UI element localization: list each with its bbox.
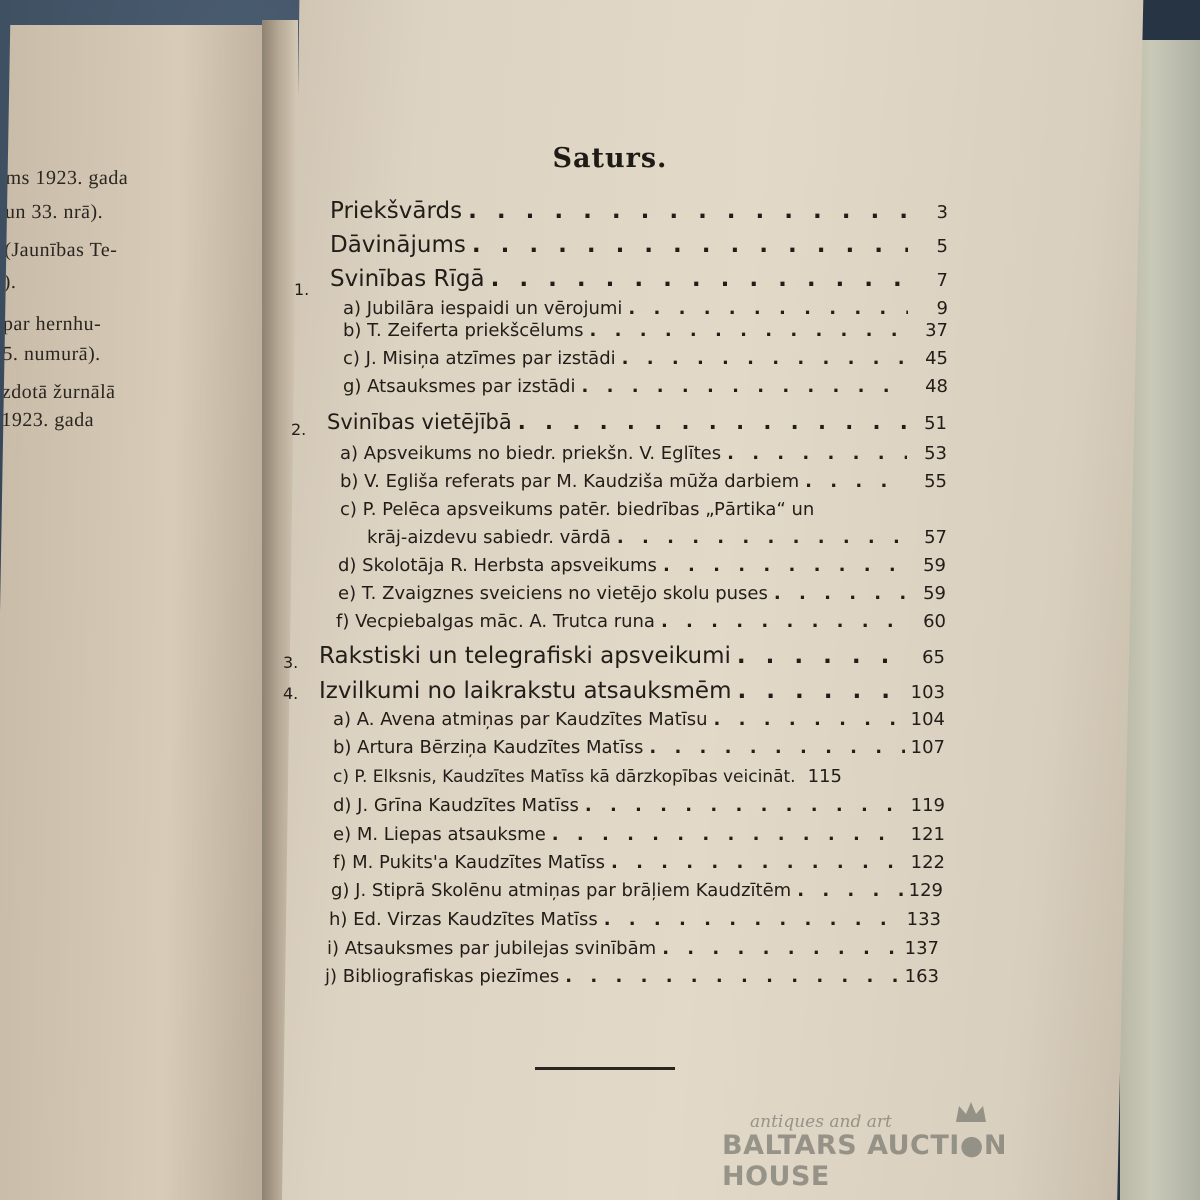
toc-entry	[338, 583, 946, 604]
toc-entry	[283, 678, 945, 704]
toc-leader	[622, 348, 908, 369]
left-page-line: par hernhu-	[2, 313, 102, 335]
toc-entry	[333, 852, 945, 873]
toc-entry	[333, 709, 945, 730]
toc-entry	[338, 555, 946, 576]
left-page-line: ms 1923. gada	[5, 167, 129, 189]
toc-leader	[661, 611, 906, 632]
toc-entry-label: b) Artura Bērziņa Kaudzītes Matīss	[333, 737, 644, 758]
toc-entry-page: 133	[906, 909, 941, 930]
toc-entry-number: 1.	[294, 280, 310, 299]
toc-entry-label: f) M. Pukits'a Kaudzītes Matīss	[333, 852, 605, 873]
toc-entry-label: Dāvinājums	[330, 232, 466, 258]
toc-entry-page: 45	[925, 348, 948, 369]
toc-entry-page: 7	[936, 270, 948, 291]
toc-entry-page: 103	[910, 682, 945, 703]
toc-entry	[343, 298, 948, 319]
toc-entry-page: 129	[908, 880, 943, 901]
toc-leader	[472, 232, 908, 258]
toc-entry	[330, 198, 948, 224]
page-title: Saturs.	[552, 143, 668, 174]
toc-entry-page: 37	[925, 320, 948, 341]
toc-entry	[367, 527, 947, 548]
toc-entry-label: e) M. Liepas atsauksme	[333, 824, 546, 845]
toc-entry-label: d) J. Grīna Kaudzītes Matīss	[333, 795, 579, 816]
toc-entry	[343, 348, 948, 369]
toc-leader	[590, 320, 909, 341]
watermark	[722, 1112, 1122, 1192]
toc-entry-label: b) T. Zeiferta priekšcēlums	[343, 320, 584, 341]
toc-leader	[491, 266, 908, 292]
toc-entry-page: 9	[936, 298, 948, 319]
toc-entry-page: 51	[924, 413, 947, 434]
toc-entry-page: 3	[936, 202, 948, 223]
toc-entry	[331, 880, 943, 901]
watermark-brand: BALTARS AUCTI●N HOUSE	[722, 1130, 1007, 1192]
toc-entry	[333, 795, 945, 816]
toc-leader	[805, 471, 907, 492]
toc-leader	[727, 443, 907, 464]
toc-leader	[617, 527, 907, 548]
toc-entry	[340, 471, 947, 492]
toc-entry-label: Svinības vietējībā	[327, 410, 512, 434]
left-page	[0, 25, 295, 1200]
toc-entry	[291, 410, 947, 439]
toc-entry-label: j) Bibliografiskas piezīmes	[325, 966, 560, 987]
toc-leader	[662, 938, 898, 959]
toc-entry-label: Svinības Rīgā	[330, 266, 485, 292]
toc-entry-label: Izvilkumi no laikrakstu atsauksmēm	[319, 678, 732, 704]
toc-entry	[333, 737, 945, 758]
toc-leader	[663, 555, 906, 576]
toc-entry-page: 119	[910, 795, 945, 816]
toc-leader	[585, 795, 905, 816]
toc-entry-label: h) Ed. Virzas Kaudzītes Matīss	[329, 909, 598, 930]
toc-leader	[649, 737, 904, 758]
toc-entry-page: 57	[924, 527, 947, 548]
toc-leader	[737, 678, 904, 704]
toc-leader	[628, 298, 908, 319]
toc-entry-label: a) A. Avena atmiņas par Kaudzītes Matīsu	[333, 709, 708, 730]
toc-entry-page: 59	[923, 555, 946, 576]
toc-entry-page: 121	[910, 824, 945, 845]
crown-icon	[954, 1100, 988, 1126]
toc-entry-label: krāj-aizdevu sabiedr. vārdā	[367, 527, 611, 548]
toc-entry	[329, 909, 941, 930]
toc-entry-page: 55	[924, 471, 947, 492]
toc-entry-label: c) P. Pelēca apsveikums patēr. biedrības „Pārtika“ un	[340, 499, 815, 520]
left-page-line: 5. numurā).	[2, 343, 101, 365]
toc-entry-page: 104	[910, 709, 945, 730]
toc-entry-label: e) T. Zvaigznes sveiciens no vietējo skolu puses	[338, 583, 768, 604]
toc-entry-page: 163	[904, 966, 939, 987]
toc-leader	[565, 966, 898, 987]
toc-entry-label: c) J. Misiņa atzīmes par izstādi	[343, 348, 616, 369]
toc-leader	[581, 376, 908, 397]
toc-leader	[797, 880, 902, 901]
left-page-line: 1923. gada	[1, 409, 95, 431]
toc-leader	[468, 198, 908, 224]
toc-entry-label: d) Skolotāja R. Herbsta apsveikums	[338, 555, 657, 576]
toc-entry	[340, 443, 947, 464]
toc-leader	[611, 852, 905, 873]
toc-entry-page: 59	[923, 583, 946, 604]
toc-entry-number: 2.	[291, 420, 307, 439]
toc-leader	[518, 410, 907, 434]
toc-entry	[336, 611, 946, 632]
toc-leader	[714, 709, 905, 730]
toc-entry-number: 4.	[283, 684, 299, 703]
toc-entry	[343, 320, 948, 341]
toc-entry-page: 65	[922, 647, 945, 668]
toc-entry-number: 3.	[283, 653, 299, 672]
toc-entry-label: i) Atsauksmes par jubilejas svinībām	[327, 938, 657, 959]
toc-entry-page: 5	[936, 236, 948, 257]
toc-entry-label: Rakstiski un telegrafiski apsveikumi	[319, 643, 731, 669]
toc-leader	[604, 909, 901, 930]
toc-entry	[327, 938, 939, 959]
left-page-line: un 33. nrā).	[4, 201, 104, 223]
toc-entry-label: a) Jubilāra iespaidi un vērojumi	[343, 298, 623, 319]
toc-entry-page: 53	[924, 443, 947, 464]
toc-entry-page: 115	[807, 766, 842, 787]
toc-entry-label: b) V. Egliša referats par M. Kaudziša mūža darbiem	[340, 471, 800, 492]
toc-entry-label: Priekšvārds	[330, 198, 463, 224]
watermark-tagline: antiques and art	[750, 1112, 892, 1132]
toc-entry-page: 48	[925, 376, 948, 397]
toc-entry-page: 122	[910, 852, 945, 873]
toc-leader	[737, 643, 905, 669]
toc-entry	[330, 232, 948, 258]
toc-entry	[343, 376, 948, 397]
left-page-line: (Jaunības Te-	[4, 239, 118, 261]
toc-entry-label: c) P. Elksnis, Kaudzītes Matīss kā dārzkopības veicināt.	[333, 767, 796, 787]
toc-entry-page: 60	[923, 611, 946, 632]
left-page-line: zdotā žurnālā	[1, 381, 116, 403]
toc-entry	[283, 643, 945, 672]
end-rule	[535, 1067, 675, 1070]
toc-entry-label: f) Vecpiebalgas māc. A. Trutca runa	[336, 611, 655, 632]
toc-entry-page: 107	[910, 737, 945, 758]
toc-entry	[294, 266, 948, 299]
toc-entry-label: g) J. Stiprā Skolēnu atmiņas par brāļiem Kaudzītēm	[331, 880, 792, 901]
toc-entry	[333, 824, 945, 845]
toc-leader	[552, 824, 905, 845]
toc-entry-label: a) Apsveikums no biedr. priekšn. V. Eglītes	[340, 443, 722, 464]
toc-entry	[333, 766, 945, 787]
left-page-line: ).	[3, 271, 17, 293]
toc-entry-label: g) Atsauksmes par izstādi	[343, 376, 576, 397]
toc-entry	[325, 966, 939, 987]
toc-leader	[774, 583, 906, 604]
toc-entry-page: 137	[904, 938, 939, 959]
